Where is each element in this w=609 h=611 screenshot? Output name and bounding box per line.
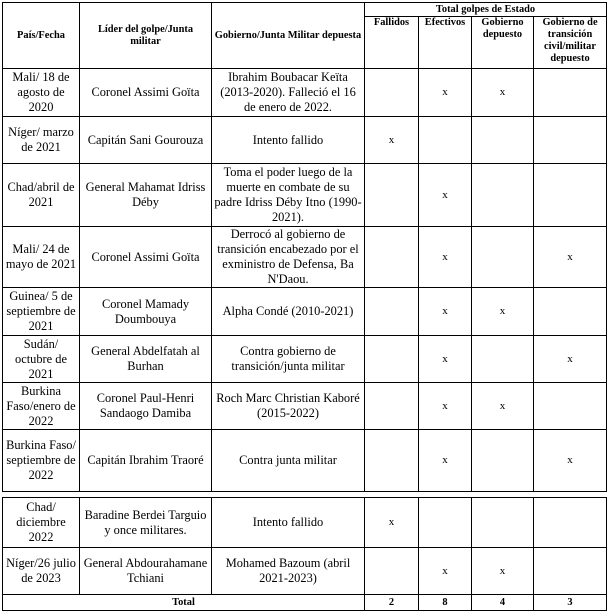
- cell-deposed: Intento fallido: [212, 117, 365, 164]
- cell-transition-deposed: [534, 548, 607, 595]
- table-row: [3, 117, 607, 164]
- cell-transition-deposed: [534, 498, 607, 548]
- cell-country-date: Guinea/ 5 de septiembre de 2021: [3, 288, 80, 336]
- cell-effective: x: [419, 69, 472, 117]
- cell-deposed: Roch Marc Christian Kaboré (2015-2022): [212, 383, 365, 430]
- cell-deposed: Toma el poder luego de la muerte en combate de su padre Idriss Déby Itno (1990-2021).: [212, 164, 365, 227]
- cell-gov-deposed: [472, 227, 534, 288]
- cell-gov-deposed: [472, 164, 534, 227]
- cell-leader: Coronel Assimi Goïta: [80, 227, 212, 288]
- cell-effective: x: [419, 164, 472, 227]
- cell-country-date: Mali/ 18 de agosto de 2020: [3, 69, 80, 117]
- cell-leader: Coronel Mamady Doumbouya: [80, 288, 212, 336]
- cell-deposed: Alpha Condé (2010-2021): [212, 288, 365, 336]
- cell-country-date: Níger/26 julio de 2023: [3, 548, 80, 595]
- cell-failed: [365, 430, 419, 492]
- header-effective: Efectivos: [419, 17, 472, 69]
- cell-transition-deposed: x: [534, 336, 607, 383]
- cell-leader: General Mahamat Idriss Déby: [80, 164, 212, 227]
- cell-leader: Coronel Assimi Goïta: [80, 69, 212, 117]
- table-row: [3, 498, 607, 548]
- cell-country-date: Níger/ marzo de 2021: [3, 117, 80, 164]
- table-row: [3, 336, 607, 383]
- header-leader: Líder del golpe/Junta militar: [80, 3, 212, 69]
- cell-gov-deposed: [472, 117, 534, 164]
- cell-deposed: Ibrahim Boubacar Keïta (2013-2020). Falleció el 16 de enero de 2022.: [212, 69, 365, 117]
- header-total-group: Total golpes de Estado: [365, 3, 607, 17]
- total-gov-deposed: 4: [472, 595, 534, 611]
- cell-failed: [365, 288, 419, 336]
- cell-failed: [365, 383, 419, 430]
- cell-transition-deposed: [534, 69, 607, 117]
- total-failed: 2: [365, 595, 419, 611]
- cell-effective: x: [419, 288, 472, 336]
- cell-leader: Baradine Berdei Targuio y once militares.: [80, 498, 212, 548]
- cell-country-date: Chad/abril de 2021: [3, 164, 80, 227]
- cell-failed: x: [365, 498, 419, 548]
- cell-transition-deposed: [534, 117, 607, 164]
- cell-gov-deposed: x: [472, 548, 534, 595]
- cell-leader: Capitán Ibrahim Traoré: [80, 430, 212, 492]
- cell-country-date: Sudán/ octubre de 2021: [3, 336, 80, 383]
- cell-failed: [365, 336, 419, 383]
- header-gov-deposed: Gobierno depuesto: [472, 17, 534, 69]
- cell-gov-deposed: [472, 430, 534, 492]
- header-transition-deposed: Gobierno de transición civil/militar depuesto: [534, 17, 607, 69]
- table-row: [3, 288, 607, 336]
- cell-country-date: Mali/ 24 de mayo de 2021: [3, 227, 80, 288]
- cell-deposed: Derrocó al gobierno de transición encabezado por el exministro de Defensa, Ba N'Daou.: [212, 227, 365, 288]
- cell-gov-deposed: x: [472, 288, 534, 336]
- header-deposed: Gobierno/Junta Militar depuesta: [212, 3, 365, 69]
- cell-leader: Coronel Paul-Henri Sandaogo Damiba: [80, 383, 212, 430]
- cell-leader: Capitán Sani Gourouza: [80, 117, 212, 164]
- cell-gov-deposed: [472, 336, 534, 383]
- cell-leader: General Abdelfatah al Burhan: [80, 336, 212, 383]
- cell-transition-deposed: x: [534, 227, 607, 288]
- cell-gov-deposed: x: [472, 383, 534, 430]
- header-country-date: País/Fecha: [3, 3, 80, 69]
- table-row: [3, 548, 607, 595]
- total-label: Total: [3, 595, 365, 611]
- cell-effective: [419, 117, 472, 164]
- cell-effective: [419, 498, 472, 548]
- cell-effective: x: [419, 227, 472, 288]
- cell-deposed: Contra junta militar: [212, 430, 365, 492]
- table-row: [3, 430, 607, 492]
- cell-leader: General Abdourahamane Tchiani: [80, 548, 212, 595]
- total-transition-deposed: 3: [534, 595, 607, 611]
- cell-gov-deposed: x: [472, 69, 534, 117]
- header-failed: Fallidos: [365, 17, 419, 69]
- cell-transition-deposed: x: [534, 430, 607, 492]
- table-row: [3, 227, 607, 288]
- cell-failed: [365, 548, 419, 595]
- cell-failed: [365, 69, 419, 117]
- table-row: [3, 383, 607, 430]
- cell-transition-deposed: [534, 383, 607, 430]
- cell-transition-deposed: [534, 164, 607, 227]
- cell-gov-deposed: [472, 498, 534, 548]
- cell-deposed: Intento fallido: [212, 498, 365, 548]
- cell-failed: x: [365, 117, 419, 164]
- coups-table: [2, 2, 607, 611]
- cell-effective: x: [419, 548, 472, 595]
- table-row: [3, 164, 607, 227]
- table-row: [3, 69, 607, 117]
- cell-deposed: Mohamed Bazoum (abril 2021-2023): [212, 548, 365, 595]
- cell-effective: x: [419, 383, 472, 430]
- cell-country-date: Chad/ diciembre 2022: [3, 498, 80, 548]
- cell-failed: [365, 227, 419, 288]
- cell-effective: x: [419, 430, 472, 492]
- cell-transition-deposed: [534, 288, 607, 336]
- cell-failed: [365, 164, 419, 227]
- cell-effective: x: [419, 336, 472, 383]
- cell-country-date: Burkina Faso/enero de 2022: [3, 383, 80, 430]
- cell-country-date: Burkina Faso/ septiembre de 2022: [3, 430, 80, 492]
- total-effective: 8: [419, 595, 472, 611]
- coups-table-document: [2, 2, 606, 611]
- cell-deposed: Contra gobierno de transición/junta militar: [212, 336, 365, 383]
